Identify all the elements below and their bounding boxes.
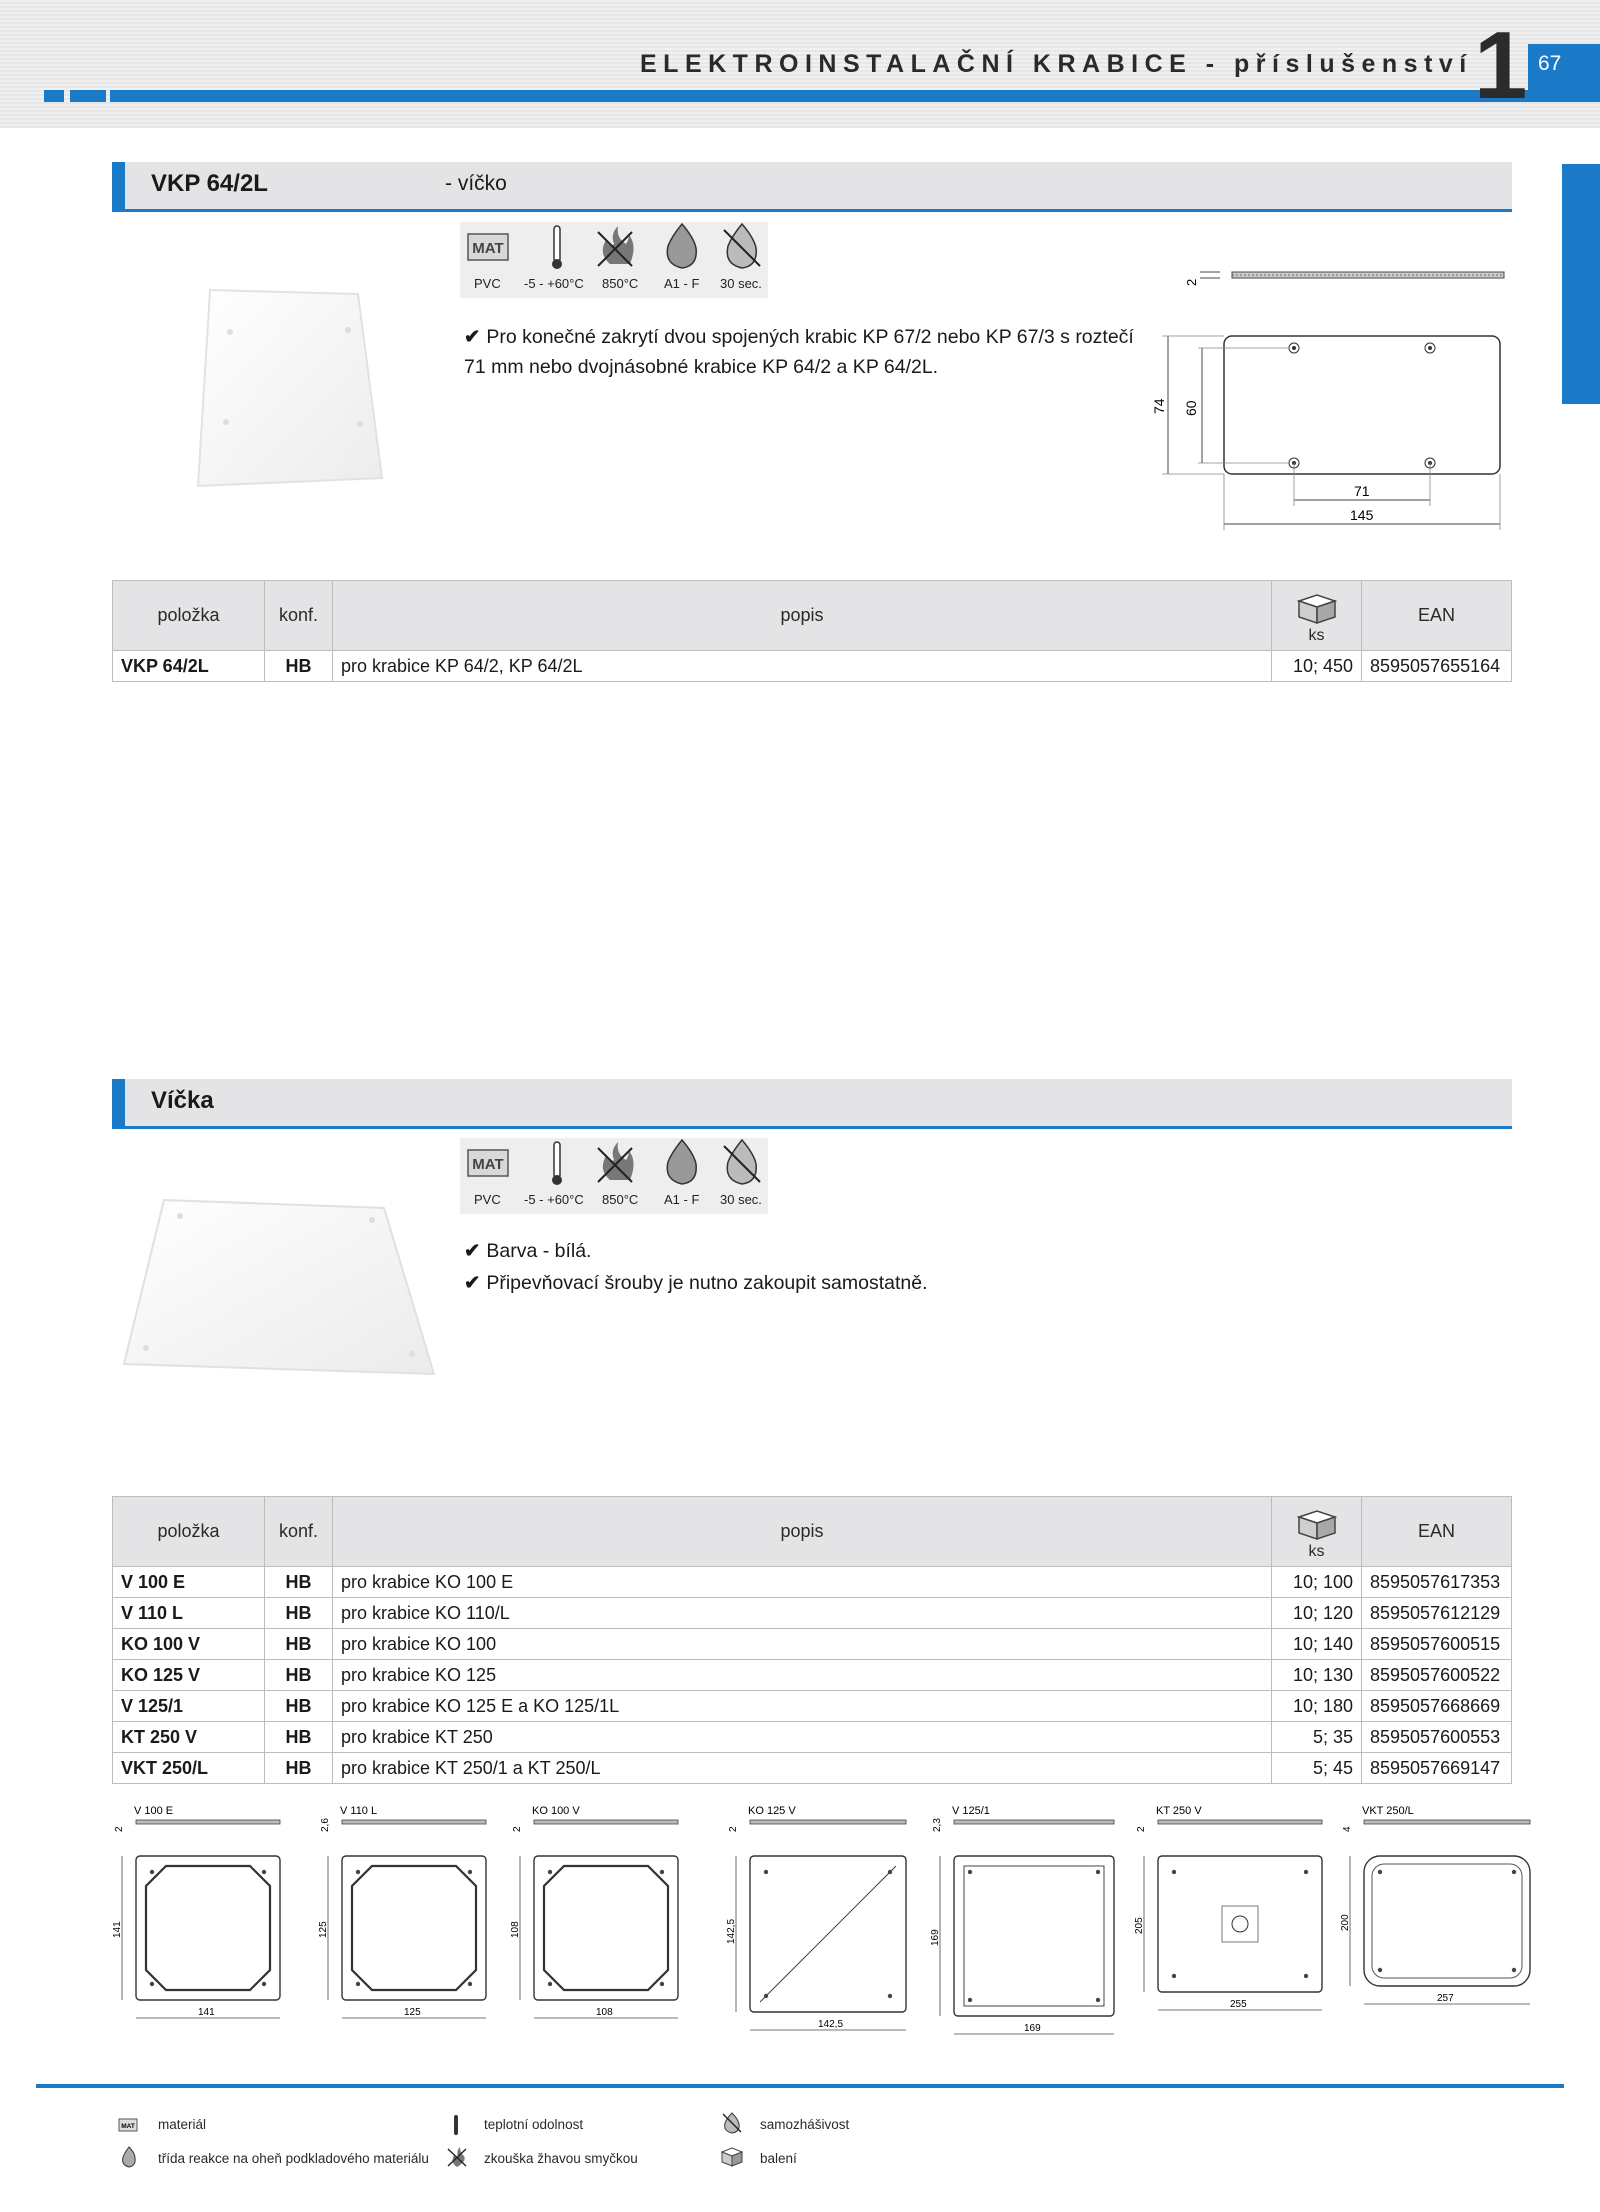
product-image-vicka	[118, 1194, 438, 1380]
dim-height: 142,5	[726, 1918, 737, 1944]
drawing-screw-hole	[1172, 1974, 1176, 1978]
drawing-screw-hole	[150, 1870, 154, 1874]
section-header-vkp	[112, 162, 1512, 212]
drawing-screw-hole	[468, 1982, 472, 1986]
dim-thickness: 2,6	[320, 1818, 331, 1832]
box-icon	[1295, 1507, 1339, 1541]
self-extinguishing-icon	[722, 2112, 742, 2134]
drawing-screw-hole	[262, 1982, 266, 1986]
drawing-screw-hole	[1304, 1870, 1308, 1874]
dim-width: 255	[1230, 1999, 1247, 2010]
drawing-profile	[1364, 1820, 1530, 1824]
mat-icon-label: MAT	[121, 2123, 135, 2130]
check-icon: ✔	[464, 1240, 481, 1262]
dim-height-holes: 60	[1183, 400, 1199, 416]
property-material: PVC	[474, 1192, 501, 1207]
drawing-title: V 125/1	[952, 1805, 990, 1817]
dim-width: 169	[1024, 2023, 1041, 2034]
cell-conf: HB	[265, 1629, 333, 1660]
table-header-row	[113, 581, 1512, 651]
thermometer-icon	[452, 2114, 460, 2136]
cell-item: V 110 L	[113, 1598, 265, 1629]
cell-ean: 8595057668669	[1362, 1691, 1512, 1722]
feature-bullet: ✔ Pro konečné zakrytí dvou spojených krabic KP 67/2 nebo KP 67/3 s roztečí 71 mm nebo dvojnásobné krabice KP 64/2 a KP 64/2L.	[464, 326, 1134, 378]
drawing-outline	[1158, 1856, 1322, 1992]
cell-desc: pro krabice KT 250/1 a KT 250/L	[333, 1753, 1272, 1784]
cell-item: KT 250 V	[113, 1722, 265, 1753]
cell-pack: 10; 130	[1272, 1660, 1362, 1691]
feature-bullet: ✔ Připevňovací šrouby je nutno zakoupit samostatně.	[464, 1272, 928, 1294]
drawing-profile	[342, 1820, 486, 1824]
dim-thickness: 2	[1184, 278, 1199, 286]
dim-width: 142,5	[818, 2019, 844, 2030]
drawing-title: KO 125 V	[748, 1805, 796, 1817]
dim-height: 125	[318, 1921, 329, 1938]
cell-conf: HB	[265, 1567, 333, 1598]
box-icon	[720, 2146, 744, 2168]
dim-height-outer: 74	[1151, 398, 1167, 414]
cell-ean: 8595057600522	[1362, 1660, 1512, 1691]
cell-ean: 8595057600553	[1362, 1722, 1512, 1753]
check-icon: ✔	[464, 1272, 481, 1294]
dim-width: 125	[404, 2007, 421, 2018]
th-conf: konf.	[265, 1497, 333, 1567]
cell-ean: 8595057600515	[1362, 1629, 1512, 1660]
cell-ean: 8595057617353	[1362, 1567, 1512, 1598]
dim-height: 169	[930, 1929, 941, 1946]
table-row	[113, 1567, 1512, 1598]
drawing-screw-hole	[1378, 1870, 1382, 1874]
cell-conf: HB	[265, 651, 333, 682]
cell-conf: HB	[265, 1598, 333, 1629]
legend-material: materiál	[158, 2117, 207, 2132]
cell-desc: pro krabice KO 100 E	[333, 1567, 1272, 1598]
property-icons	[460, 1138, 768, 1214]
technical-drawing-vkp	[1140, 258, 1540, 534]
th-ean: EAN	[1362, 581, 1512, 651]
table-row	[113, 1753, 1512, 1784]
drawing-screw-hole	[1512, 1870, 1516, 1874]
flame-icon	[667, 1140, 696, 1184]
drawing-profile	[1158, 1820, 1322, 1824]
cell-item: VKT 250/L	[113, 1753, 265, 1784]
th-pack-label: ks	[1308, 1542, 1325, 1560]
check-icon: ✔	[464, 326, 481, 348]
drawing-profile	[534, 1820, 678, 1824]
table-row	[113, 651, 1512, 682]
drawing-screw-hole	[968, 1998, 972, 2002]
cell-conf: HB	[265, 1660, 333, 1691]
property-glow-wire: 850°C	[602, 1192, 639, 1207]
thermometer-icon	[554, 1142, 560, 1178]
th-pack	[1272, 1497, 1362, 1567]
drawing-4	[726, 1805, 906, 2030]
header-bar	[110, 90, 1578, 102]
cell-pack: 10; 120	[1272, 1598, 1362, 1629]
drawing-outline	[136, 1856, 280, 2000]
drawing-outline	[534, 1856, 678, 2000]
property-temperature: -5 - +60°C	[524, 276, 584, 291]
table-row	[113, 1629, 1512, 1660]
legend-temperature: teplotní odolnost	[484, 2117, 584, 2132]
drawing-screw-hole	[968, 1870, 972, 1874]
cell-item: KO 125 V	[113, 1660, 265, 1691]
dim-width-outer: 145	[1350, 507, 1374, 523]
section-title: Víčka	[151, 1087, 214, 1114]
flame-icon	[120, 2146, 138, 2168]
technical-drawings-row	[112, 1804, 1532, 2044]
dim-thickness: 2	[114, 1826, 125, 1832]
dim-height: 108	[510, 1921, 521, 1938]
dim-thickness: 2	[728, 1826, 739, 1832]
page-number: 67	[1538, 52, 1562, 75]
cell-pack: 10; 180	[1272, 1691, 1362, 1722]
cell-pack: 10; 450	[1272, 651, 1362, 682]
th-item: položka	[113, 581, 265, 651]
drawing-outline	[342, 1856, 486, 2000]
mat-icon-label: MAT	[472, 1156, 504, 1173]
self-extinguishing-icon	[727, 1140, 756, 1184]
drawing-outline	[954, 1856, 1114, 2016]
drawing-screw-hole	[1172, 1870, 1176, 1874]
legend-glow-wire: zkouška žhavou smyčkou	[484, 2151, 638, 2166]
cell-pack: 5; 45	[1272, 1753, 1362, 1784]
table-row	[113, 1722, 1512, 1753]
cell-desc: pro krabice KO 100	[333, 1629, 1272, 1660]
table-row	[113, 1598, 1512, 1629]
property-self-extinguishing: 30 sec.	[720, 276, 762, 291]
cell-desc: pro krabice KT 250	[333, 1722, 1272, 1753]
drawing-screw-hole	[888, 1870, 892, 1874]
drawing-screw-hole	[1096, 1870, 1100, 1874]
product-image-vkp	[190, 282, 390, 502]
property-fire-class: A1 - F	[664, 1192, 700, 1207]
cell-item: KO 100 V	[113, 1629, 265, 1660]
footer-line	[36, 2084, 1564, 2088]
plan-outline	[1224, 336, 1500, 474]
table-row	[113, 1660, 1512, 1691]
drawing-screw-hole	[468, 1870, 472, 1874]
cell-ean: 8595057612129	[1362, 1598, 1512, 1629]
drawing-screw-hole	[1304, 1974, 1308, 1978]
cell-pack: 10; 100	[1272, 1567, 1362, 1598]
property-material: PVC	[474, 276, 501, 291]
drawing-title: V 100 E	[134, 1805, 174, 1817]
property-self-extinguishing: 30 sec.	[720, 1192, 762, 1207]
drawing-screw-hole	[1512, 1968, 1516, 1972]
cell-item: V 100 E	[113, 1567, 265, 1598]
flame-icon	[667, 224, 696, 268]
product-table-vkp	[112, 580, 1512, 682]
drawing-6	[1134, 1805, 1322, 2010]
property-fire-class: A1 - F	[664, 276, 700, 291]
mat-icon-label: MAT	[472, 240, 504, 257]
legend-self-extinguishing: samozhášivost	[760, 2117, 850, 2132]
dim-thickness: 2	[1136, 1826, 1147, 1832]
dim-height: 141	[112, 1921, 123, 1938]
thermometer-icon	[554, 226, 560, 262]
drawing-title: V 110 L	[340, 1805, 378, 1817]
dim-height: 200	[1340, 1914, 1351, 1931]
th-pack	[1272, 581, 1362, 651]
header-square	[44, 90, 64, 102]
drawing-profile	[136, 1820, 280, 1824]
cell-conf: HB	[265, 1722, 333, 1753]
th-ean: EAN	[1362, 1497, 1512, 1567]
drawing-screw-hole	[660, 1982, 664, 1986]
cell-desc: pro krabice KO 125 E a KO 125/1L	[333, 1691, 1272, 1722]
dim-height: 205	[1134, 1917, 1145, 1934]
drawing-screw-hole	[548, 1870, 552, 1874]
drawing-title: KO 100 V	[532, 1805, 580, 1817]
drawing-screw-hole	[262, 1870, 266, 1874]
drawing-screw-hole	[548, 1982, 552, 1986]
property-glow-wire: 850°C	[602, 276, 639, 291]
product-table-vicka	[112, 1496, 1512, 1784]
thermometer-bulb	[552, 259, 562, 269]
property-temperature: -5 - +60°C	[524, 1192, 584, 1207]
drawing-screw-hole	[356, 1870, 360, 1874]
cell-conf: HB	[265, 1691, 333, 1722]
cell-item: V 125/1	[113, 1691, 265, 1722]
section-header-vicka	[112, 1079, 1512, 1129]
drawing-screw-hole	[764, 1870, 768, 1874]
drawing-screw-hole	[150, 1982, 154, 1986]
dim-thickness: 2,3	[932, 1818, 943, 1832]
drawing-profile	[750, 1820, 906, 1824]
legend-packaging: balení	[760, 2151, 797, 2166]
section-subtitle: - víčko	[445, 172, 507, 195]
cell-pack: 10; 140	[1272, 1629, 1362, 1660]
th-desc: popis	[333, 1497, 1272, 1567]
drawing-3	[510, 1805, 678, 2018]
property-icons-graphic	[460, 1138, 768, 1190]
table-header-row	[113, 1497, 1512, 1567]
page-title: ELEKTROINSTALAČNÍ KRABICE - příslušenství	[640, 50, 1473, 78]
cell-desc: pro krabice KO 125	[333, 1660, 1272, 1691]
drawing-screw-hole	[356, 1982, 360, 1986]
thermometer-bulb	[552, 1175, 562, 1185]
cell-ean: 8595057655164	[1362, 651, 1512, 682]
cell-pack: 5; 35	[1272, 1722, 1362, 1753]
cell-item: VKP 64/2L	[113, 651, 265, 682]
drawing-profile	[954, 1820, 1114, 1824]
box-icon	[1295, 591, 1339, 625]
drawing-2	[318, 1805, 486, 2018]
drawing-title: VKT 250/L	[1362, 1805, 1414, 1817]
cell-desc: pro krabice KP 64/2, KP 64/2L	[333, 651, 1272, 682]
drawing-screw-hole	[764, 1994, 768, 1998]
feature-bullet: ✔ Barva - bílá.	[464, 1240, 592, 1262]
drawing-7	[1340, 1805, 1530, 2004]
dim-width: 141	[198, 2007, 215, 2018]
dim-width: 257	[1437, 1993, 1454, 2004]
th-desc: popis	[333, 581, 1272, 651]
property-icons-graphic	[460, 222, 768, 274]
drawing-1	[112, 1805, 280, 2018]
dim-width: 108	[596, 2007, 613, 2018]
th-conf: konf.	[265, 581, 333, 651]
legend-reaction-class: třída reakce na oheň podkladového materiálu	[158, 2151, 429, 2166]
cell-conf: HB	[265, 1753, 333, 1784]
dim-thickness: 2	[512, 1826, 523, 1832]
glow-wire-icon	[446, 2146, 468, 2168]
header-square	[84, 90, 106, 102]
chapter-number: 1	[1474, 12, 1528, 119]
mat-icon	[118, 2118, 138, 2132]
dim-width-holes: 71	[1354, 483, 1370, 499]
drawing-screw-hole	[888, 1994, 892, 1998]
dim-thickness: 4	[1342, 1826, 1353, 1832]
cell-desc: pro krabice KO 110/L	[333, 1598, 1272, 1629]
drawing-screw-hole	[1378, 1968, 1382, 1972]
th-item: položka	[113, 1497, 265, 1567]
drawing-outline	[1364, 1856, 1530, 1986]
drawing-screw-hole	[1096, 1998, 1100, 2002]
th-pack-label: ks	[1308, 626, 1325, 644]
drawing-title: KT 250 V	[1156, 1805, 1202, 1817]
table-row	[113, 1691, 1512, 1722]
drawing-screw-hole	[660, 1870, 664, 1874]
cell-ean: 8595057669147	[1362, 1753, 1512, 1784]
property-icons	[460, 222, 768, 298]
drawing-5	[930, 1805, 1114, 2034]
chapter-side-tab	[1562, 164, 1600, 404]
self-extinguishing-icon	[727, 224, 756, 268]
section-title: VKP 64/2L	[151, 170, 268, 197]
